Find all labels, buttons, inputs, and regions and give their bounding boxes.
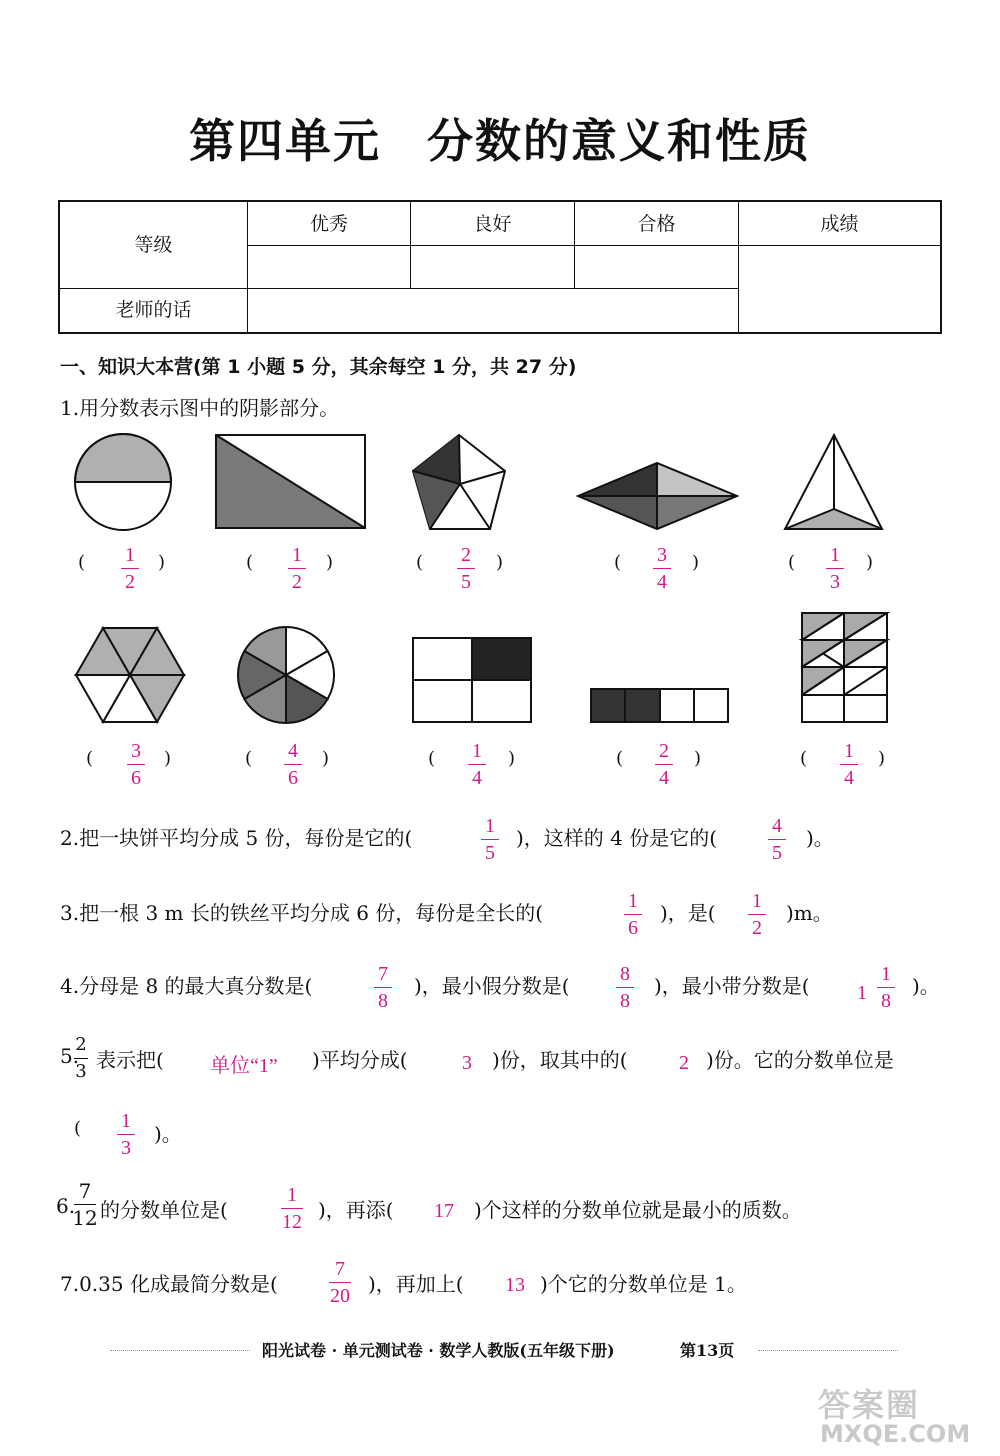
q6-answer-1: 1 12 xyxy=(282,1184,302,1233)
paren-open: ( xyxy=(788,552,796,573)
question-2-part-c: )。 xyxy=(806,826,834,850)
q7-answer-1: 7 20 xyxy=(330,1258,350,1307)
question-5-prefix: 5. xyxy=(60,1044,80,1068)
q3-answer-2: 1 2 xyxy=(737,890,777,939)
paren-open: ( xyxy=(86,748,94,769)
paren-open: ( xyxy=(416,552,424,573)
question-7-part-b: )，再加上( xyxy=(368,1272,464,1296)
question-7-part-a: 7.0.35 化成最简分数是( xyxy=(60,1272,278,1296)
question-5-part-d: )份。它的分数单位是 xyxy=(706,1048,894,1072)
q5-paren-close: )。 xyxy=(154,1122,182,1146)
figure-strip xyxy=(591,689,728,722)
answer-fig-9: 2 4 xyxy=(644,740,684,789)
watermark-logo: 答案圈 xyxy=(818,1386,921,1424)
question-3-part-b: )，是( xyxy=(660,901,716,925)
question-5-part-b: )平均分成( xyxy=(312,1048,408,1072)
question-7-part-c: )个它的分数单位是 1。 xyxy=(540,1272,747,1296)
q2-answer-1: 1 5 xyxy=(470,815,510,864)
paren-open: ( xyxy=(246,552,254,573)
paren-close: ) xyxy=(694,748,702,769)
header-good: 良好 xyxy=(411,202,575,246)
q6-answer-2: 17 xyxy=(434,1200,454,1222)
q5-answer-1: 单位“1” xyxy=(210,1055,278,1077)
figure-hexagon xyxy=(76,628,184,722)
answer-fig-3: 2 5 xyxy=(446,544,486,593)
figure-circle-half xyxy=(75,434,171,530)
header-pass: 合格 xyxy=(575,202,739,246)
question-5-part-a: 表示把( xyxy=(96,1048,164,1072)
q7-answer-2: 13 xyxy=(505,1274,525,1296)
grade-table xyxy=(58,200,942,334)
paren-close: ) xyxy=(164,748,172,769)
question-3-part-a: 3.把一根 3 m 长的铁丝平均分成 6 份，每份是全长的( xyxy=(60,901,544,925)
q4-answer-3-whole: 1 xyxy=(857,982,867,1004)
question-6-part-b: )，再添( xyxy=(318,1198,394,1222)
q6-fraction: 7 12 xyxy=(72,1179,98,1230)
q5-answer-3: 2 xyxy=(679,1052,689,1074)
paren-open: ( xyxy=(245,748,253,769)
figure-triangle-grid xyxy=(802,613,887,722)
figures-row-2 xyxy=(0,605,1000,735)
question-2-part-b: )，这样的 4 份是它的( xyxy=(516,826,718,850)
question-6-part-c: )个这样的分数单位就是最小的质数。 xyxy=(474,1198,802,1222)
paren-close: ) xyxy=(326,552,334,573)
footer-text: 阳光试卷 · 单元测试卷 · 数学人教版(五年级下册) xyxy=(262,1341,615,1360)
question-4-part-c: )，最小带分数是( xyxy=(654,974,810,998)
q3-answer-1: 1 6 xyxy=(613,890,653,939)
answer-fig-5: 1 3 xyxy=(815,544,855,593)
unit-label: 第四单元 xyxy=(189,114,381,168)
answer-fig-8: 1 4 xyxy=(457,740,497,789)
paren-open: ( xyxy=(616,748,624,769)
answer-fig-1: 1 2 xyxy=(110,544,150,593)
q4-answer-3: 1 8 xyxy=(866,963,906,1012)
teacher-comment-label: 老师的话 xyxy=(60,289,248,332)
footer-rule-right xyxy=(758,1350,898,1351)
q2-answer-2: 4 5 xyxy=(757,815,797,864)
question-1: 1.用分数表示图中的阴影部分。 xyxy=(60,396,340,420)
figure-pentagon xyxy=(413,435,505,529)
q4-answer-2: 8 8 xyxy=(605,963,645,1012)
figure-rectangle-half xyxy=(216,435,365,528)
header-score: 成绩 xyxy=(739,202,940,246)
question-6-part-a: 的分数单位是( xyxy=(100,1198,228,1222)
paren-open: ( xyxy=(614,552,622,573)
question-3-part-c: )m。 xyxy=(786,901,833,925)
answer-fig-7: 4 6 xyxy=(273,740,313,789)
cell-pass[interactable] xyxy=(575,246,739,289)
figure-rhombus xyxy=(578,463,737,529)
q5-answer-4: 1 3 xyxy=(106,1110,146,1159)
question-4-part-b: )，最小假分数是( xyxy=(414,974,570,998)
question-4-part-d: )。 xyxy=(912,974,940,998)
footer-page: 第13页 xyxy=(680,1341,735,1360)
q5-answer-2: 3 xyxy=(462,1052,472,1074)
unit-topic: 分数的意义和性质 xyxy=(427,114,811,168)
paren-close: ) xyxy=(692,552,700,573)
question-4-part-a: 4.分母是 8 的最大真分数是( xyxy=(60,974,313,998)
paren-close: ) xyxy=(508,748,516,769)
paren-close: ) xyxy=(496,552,504,573)
watermark-url: MXQE.COM xyxy=(820,1420,971,1448)
cell-good[interactable] xyxy=(411,246,575,289)
paren-open: ( xyxy=(800,748,808,769)
cell-excellent[interactable] xyxy=(248,246,411,289)
answer-fig-2: 1 2 xyxy=(277,544,317,593)
answer-fig-4: 3 4 xyxy=(642,544,682,593)
q4-answer-1: 7 8 xyxy=(363,963,403,1012)
figure-triangle xyxy=(785,435,882,529)
page-title xyxy=(0,105,1000,171)
paren-close: ) xyxy=(322,748,330,769)
section-heading: 一、知识大本营(第 1 小题 5 分，其余每空 1 分，共 27 分) xyxy=(60,356,577,378)
q5-fraction: 2 3 xyxy=(75,1034,87,1082)
grade-row-label: 等级 xyxy=(60,202,248,289)
q5-paren-open: ( xyxy=(74,1118,82,1139)
teacher-comment-cell[interactable] xyxy=(248,289,739,332)
answer-fig-6: 3 6 xyxy=(116,740,156,789)
paren-open: ( xyxy=(78,552,86,573)
figure-rectangle-quarters xyxy=(413,638,531,722)
cell-score[interactable] xyxy=(739,246,940,332)
question-2-part-a: 2.把一块饼平均分成 5 份，每份是它的( xyxy=(60,826,413,850)
answer-fig-10: 1 4 xyxy=(829,740,869,789)
question-6-prefix: 6. xyxy=(56,1194,76,1218)
paren-close: ) xyxy=(878,748,886,769)
paren-close: ) xyxy=(158,552,166,573)
footer-rule-left xyxy=(110,1350,250,1351)
paren-close: ) xyxy=(866,552,874,573)
figure-circle-sixths xyxy=(238,627,334,723)
paren-open: ( xyxy=(428,748,436,769)
header-excellent: 优秀 xyxy=(248,202,411,246)
question-5-part-c: )份，取其中的( xyxy=(492,1048,628,1072)
